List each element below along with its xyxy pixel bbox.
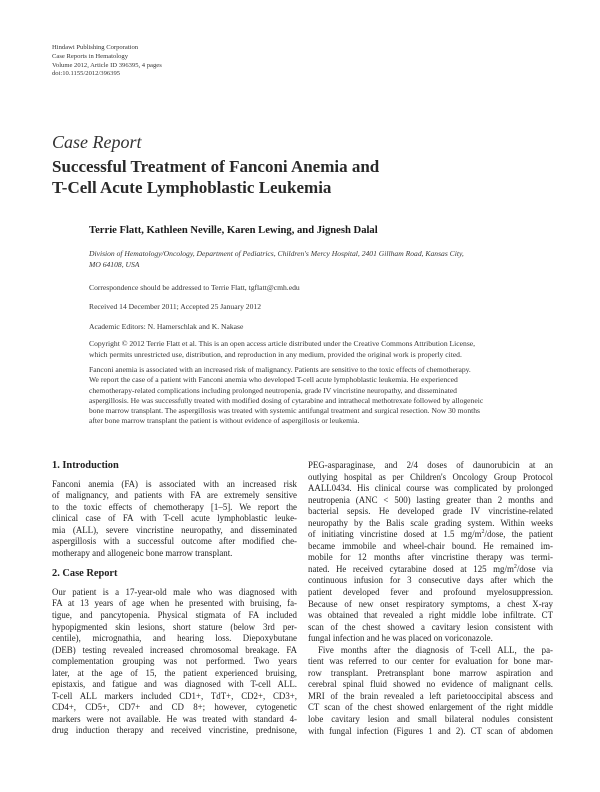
body-line-dose: [308, 564, 553, 576]
body-line: scan of the chest showed a cavitary lesion consistent with: [308, 621, 553, 632]
body-line: Our patient is a 17-year-old male who was diagnosed with: [52, 586, 297, 597]
right-column: [308, 460, 553, 737]
body-line: cerebral spinal fluid showed no evidence of malignant cells.: [308, 679, 553, 690]
article-type: Case Report: [52, 132, 142, 152]
body-line: with fungal infection (Figures 1 and 2). CT scan of abdomen: [308, 725, 553, 736]
volume-info: Volume 2012, Article ID 396395, 4 pages: [52, 61, 162, 69]
body-line: T-cell ALL markers included CD1+, TdT+, CD2+, CD3+,: [52, 690, 297, 701]
body-line: later, at the age of 15, the patient experienced bruising,: [52, 667, 297, 678]
academic-editors: Academic Editors: N. Hamerschlak and K. Nakase: [89, 322, 244, 331]
body-line: neuropathy by the Balis scale grading system. Within weeks: [308, 517, 553, 528]
body-line: AALL0434. His clinical course was complicated by prolonged: [308, 483, 553, 494]
body-line: tigue, and pancytopenia. Physical stigmata of FA included: [52, 610, 297, 621]
body-line: CT scan of the chest showed enlargement of the right middle: [308, 702, 553, 713]
abstract-line: bone marrow transplant. The aspergillosis was treated with systemic antifungal treatment and surgical resection. Now 30 months: [89, 406, 480, 416]
body-line: aspergillosis with a successful outcome after modified che-: [52, 536, 297, 547]
section-heading-introduction: 1. Introduction: [52, 460, 119, 471]
body-line: (DEB) testing revealed increased chromosomal breakage. FA: [52, 644, 297, 655]
body-line: complementation grouping was not performed. Two years: [52, 656, 297, 667]
body-line: epistaxis, and fatigue and was diagnosed with T-cell ALL.: [52, 679, 297, 690]
body-line: Fanconi anemia (FA) is associated with an increased risk: [52, 478, 297, 489]
publisher: Hindawi Publishing Corporation: [52, 44, 139, 51]
abstract-line: chemotherapy-related complications including prolonged neutropenia, grade IV vincristine neuropathy, and disseminated: [89, 385, 457, 395]
dose-text: /dose via: [516, 563, 553, 574]
body-line: motherapy and allogeneic bone marrow transplant.: [52, 547, 233, 558]
journal-header: [52, 44, 162, 79]
body-line: was obtained that revealed a right middle lobe infiltrate. CT: [308, 610, 553, 621]
doi: doi:10.1155/2012/396395: [52, 70, 121, 78]
body-line: Because of new onset respiratory symptoms, a chest X-ray: [308, 598, 553, 609]
authors: Terrie Flatt, Kathleen Neville, Karen Lewing, and Jignesh Dalal: [89, 225, 378, 236]
dose-text: nated. He received cytarabine dosed at 125 mg/m: [308, 563, 514, 574]
copyright-line: Copyright © 2012 Terrie Flatt et al. This is an open access article distributed under the Creative Commons Attribution License,: [89, 339, 476, 348]
dose-text: of initiating vincristine dosed at 1.5 mg/m: [308, 529, 482, 540]
body-line: to the toxic effects of chemotherapy [1–5]. We report the: [52, 501, 297, 512]
body-line: bacterial sepsis. He developed grade IV vincristine-related: [308, 506, 553, 517]
body-line: clinical case of FA with T-cell acute lymphoblastic leuke-: [52, 513, 297, 524]
abstract-line: after bone marrow transplant the patient is without evidence of aspergillosis or leukemia.: [89, 416, 360, 426]
dose-text: /dose, the patient: [484, 529, 553, 540]
abstract: [89, 365, 549, 427]
body-line: PEG-asparaginase, and 2/4 doses of daunorubicin at an: [308, 460, 553, 470]
body-line: centile), micrognathia, and hearing loss. Diepoxybutane: [52, 633, 297, 644]
body-line: tient was referred to our center for evaluation for bone mar-: [308, 656, 553, 667]
title-line: Successful Treatment of Fanconi Anemia and: [52, 157, 380, 176]
body-line: became immobile and wheel-chair bound. He remained im-: [308, 540, 553, 551]
body-line: FA at 13 years of age when he presented with bruising, fa-: [52, 598, 297, 609]
correspondence: Correspondence should be addressed to Terrie Flatt, tgflatt@cmh.edu: [89, 283, 300, 292]
abstract-line: aspergillosis. He was successfully treated with modified dosing of cytarabine and intrathecal methotrexate followed by allogeneic: [89, 395, 484, 405]
title-line: T-Cell Acute Lymphoblastic Leukemia: [52, 178, 332, 197]
affiliation: [89, 249, 549, 270]
superscript: 2: [513, 563, 517, 570]
body-line: mia (ALL), severe vincristine neuropathy, and disseminated: [52, 524, 297, 535]
journal-name: Case Reports in Hematology: [52, 52, 128, 60]
body-line: patient developed fever and profound myelosuppression.: [308, 587, 553, 598]
copyright: [89, 339, 549, 360]
body-line: neutropenia (ANC < 500) lasting greater than 2 months and: [308, 494, 553, 505]
article-title: [52, 156, 379, 198]
section-heading-case-report: 2. Case Report: [52, 568, 118, 580]
abstract-line: Fanconi anemia is associated with an increased risk of malignancy. Patients are sensitive to the toxic effects of chemotherapy.: [89, 365, 471, 374]
body-line: row transplant. Pretransplant bone marrow aspiration and: [308, 667, 553, 678]
body-line: outlying hospital as per Children's Oncology Group Protocol: [308, 471, 553, 482]
body-line: CD4+, CD5+, CD7+ and CD 8+; however, cytogenetic: [52, 702, 297, 713]
affiliation-line: Division of Hematology/Oncology, Department of Pediatrics, Children's Mercy Hospital, 2401 Gillham Road, Kansas City,: [89, 249, 464, 258]
body-line: Five months after the diagnosis of T-cell ALL, the pa-: [318, 644, 553, 655]
body-line-dose: [308, 529, 553, 541]
received-accepted-dates: Received 14 December 2011; Accepted 25 January 2012: [89, 302, 261, 311]
body-line: fungal infection and he was placed on voriconazole.: [308, 633, 493, 644]
body-line: drug induction therapy and received vincristine, prednisone,: [52, 725, 297, 736]
body-line: MRI of the brain revealed a left parietooccipital abscess and: [308, 690, 553, 701]
body-line: of malignancy, and patients with FA are extremely sensitive: [52, 490, 297, 501]
superscript: 2: [481, 529, 485, 536]
body-line: lobe cavitary lesion and small bilateral nodules consistent: [308, 714, 553, 725]
copyright-line: which permits unrestricted use, distribution, and reproduction in any medium, provided the original work is properly cited.: [89, 349, 462, 359]
left-column: [52, 460, 297, 737]
body-line: hypopigmented skin lesions, short stature (below 3rd per-: [52, 621, 297, 632]
body-line: markers were not available. He was treated with standard 4-: [52, 713, 297, 724]
affiliation-line: MO 64108, USA: [89, 259, 140, 269]
body-line: mobile for 12 months after vincristine therapy was termi-: [308, 552, 553, 563]
body-line: continuous infusion for 3 consecutive days after which the: [308, 575, 553, 586]
abstract-line: We report the case of a patient with Fanconi anemia who developed T-cell acute lymphoblastic leukemia. He experienced: [89, 375, 458, 385]
